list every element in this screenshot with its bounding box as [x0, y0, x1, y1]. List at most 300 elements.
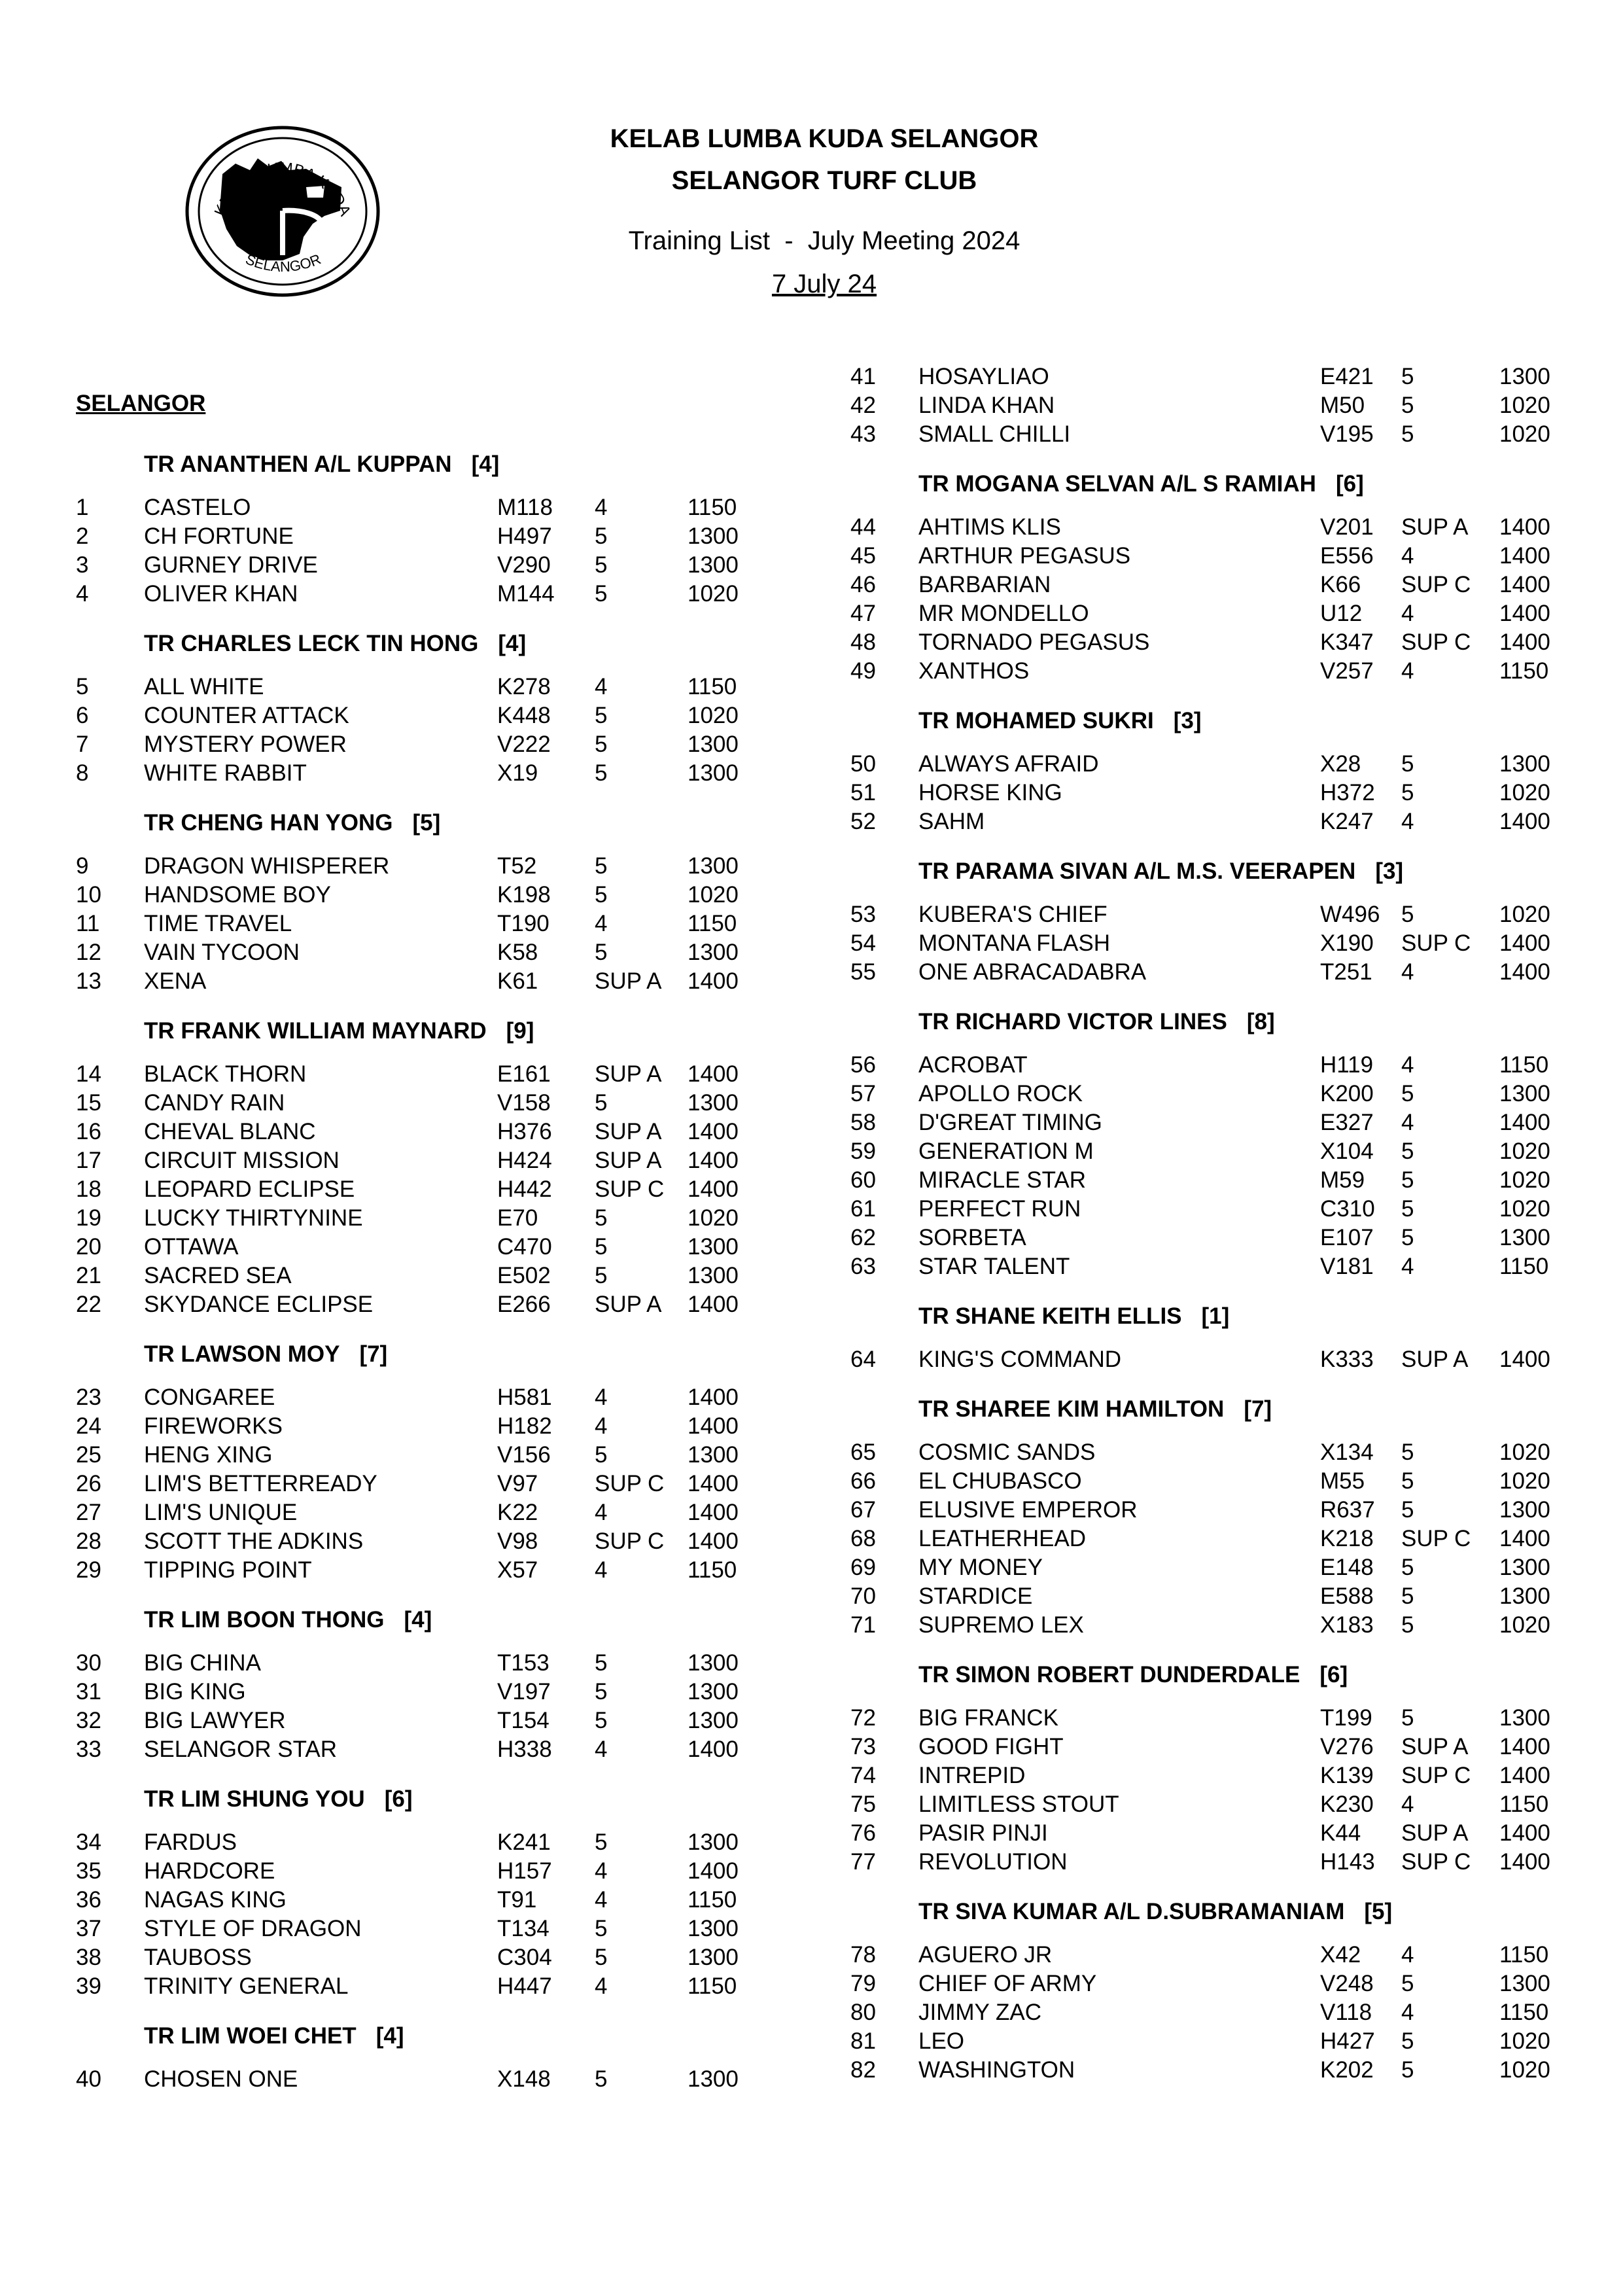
horse-row: [850, 1849, 1570, 1878]
horse-distance: 1300: [688, 940, 739, 965]
horse-class: 5: [595, 1829, 608, 1855]
horse-name: XENA: [144, 968, 207, 994]
horse-class: 5: [1401, 1196, 1414, 1222]
horse-name: AHTIMS KLIS: [918, 514, 1061, 540]
horse-distance: 1300: [688, 853, 739, 879]
horse-distance: 1150: [1499, 658, 1549, 684]
horse-distance: 1400: [688, 1858, 739, 1884]
trainer-name: TR LAWSON MOY: [144, 1341, 340, 1367]
horse-name: FARDUS: [144, 1829, 237, 1855]
horse-name: MONTANA FLASH: [918, 930, 1111, 956]
horse-class: SUP C: [1401, 1526, 1471, 1551]
horse-name: COUNTER ATTACK: [144, 703, 349, 728]
horse-row: [76, 581, 795, 610]
horse-class: SUP A: [1401, 1820, 1469, 1846]
horse-number: 6: [76, 703, 89, 728]
horse-row: [76, 674, 795, 703]
horse-distance: 1400: [1499, 514, 1550, 540]
trainer-name: TR MOHAMED SUKRI: [918, 708, 1154, 733]
horse-row: [850, 1792, 1570, 1820]
horse-number: 26: [76, 1471, 101, 1496]
horse-code: E266: [497, 1292, 551, 1317]
horse-row: [76, 1090, 795, 1119]
horse-name: INTREPID: [918, 1763, 1026, 1788]
trainer-horse-count: [8]: [1246, 1009, 1275, 1034]
horse-code: W496: [1320, 902, 1380, 927]
trainer-heading: [918, 1303, 1229, 1330]
trainer-horse-count: [9]: [506, 1018, 534, 1044]
horse-code: X183: [1320, 1612, 1374, 1638]
horse-distance: 1020: [1499, 393, 1550, 418]
horse-distance: 1400: [688, 1471, 739, 1496]
horse-row: [76, 552, 795, 581]
horse-row: [850, 543, 1570, 572]
trainer-heading: [918, 1662, 1348, 1688]
horse-number: 23: [76, 1385, 101, 1410]
horse-number: 71: [850, 1612, 876, 1638]
horse-number: 7: [76, 732, 89, 757]
trainer-horse-count: [3]: [1375, 858, 1404, 884]
horse-number: 18: [76, 1176, 101, 1202]
horse-class: 4: [595, 1500, 608, 1525]
horse-number: 46: [850, 572, 876, 597]
horse-name: TIPPING POINT: [144, 1557, 312, 1583]
horse-row: [76, 1205, 795, 1234]
horse-number: 58: [850, 1110, 876, 1135]
horse-number: 61: [850, 1196, 876, 1222]
horse-class: 5: [1401, 2057, 1414, 2083]
horse-name: MYSTERY POWER: [144, 732, 347, 757]
horse-name: AGUERO JR: [918, 1942, 1053, 1968]
horse-class: 4: [1401, 809, 1414, 834]
horse-distance: 1300: [1499, 1225, 1550, 1250]
horse-row: [850, 930, 1570, 959]
horse-number: 28: [76, 1528, 101, 1554]
horse-number: 74: [850, 1763, 876, 1788]
horse-distance: 1400: [1499, 629, 1550, 655]
trainer-heading: [144, 451, 499, 478]
horse-row: [850, 1942, 1570, 1971]
horse-row: [76, 760, 795, 789]
horse-class: 5: [595, 1205, 608, 1231]
horse-class: 5: [595, 1263, 608, 1288]
horse-class: 5: [595, 1442, 608, 1468]
horse-distance: 1400: [1499, 1763, 1550, 1788]
horse-number: 57: [850, 1081, 876, 1106]
horse-row: [76, 1557, 795, 1586]
horse-class: SUP A: [595, 968, 662, 994]
horse-code: X134: [1320, 1439, 1374, 1465]
horse-number: 51: [850, 780, 876, 805]
horse-name: XANTHOS: [918, 658, 1030, 684]
horse-class: 5: [1401, 1705, 1414, 1731]
horse-code: E421: [1320, 364, 1374, 389]
horse-name: TRINITY GENERAL: [144, 1973, 349, 1999]
horse-row: [76, 1945, 795, 1973]
trainer-horse-count: [6]: [1319, 1662, 1348, 1687]
horse-name: MIRACLE STAR: [918, 1167, 1087, 1193]
horse-name: SELANGOR STAR: [144, 1737, 337, 1762]
trainer-horse-count: [3]: [1173, 708, 1202, 733]
horse-code: X148: [497, 2066, 551, 2092]
horse-class: 4: [595, 1973, 608, 1999]
trainer-heading: [918, 1009, 1275, 1035]
horse-name: PERFECT RUN: [918, 1196, 1081, 1222]
horse-number: 35: [76, 1858, 101, 1884]
trainer-heading: [144, 2023, 404, 2049]
horse-name: SORBETA: [918, 1225, 1026, 1250]
trainer-horse-count: [1]: [1201, 1303, 1230, 1329]
horse-number: 68: [850, 1526, 876, 1551]
horse-class: 4: [595, 674, 608, 699]
horse-number: 66: [850, 1468, 876, 1494]
horse-class: 4: [595, 1413, 608, 1439]
horse-row: [850, 809, 1570, 838]
horse-class: 5: [1401, 1971, 1414, 1996]
horse-code: H372: [1320, 780, 1375, 805]
horse-name: DRAGON WHISPERER: [144, 853, 390, 879]
horse-row: [850, 1583, 1570, 1612]
trainer-heading: [918, 1396, 1272, 1422]
horse-row: [76, 1119, 795, 1148]
horse-class: 4: [1401, 2000, 1414, 2025]
horse-distance: 1400: [1499, 1526, 1550, 1551]
horse-number: 50: [850, 751, 876, 777]
horse-number: 12: [76, 940, 101, 965]
horse-class: 4: [1401, 543, 1414, 569]
logo-top-text: KELAB LUMBA KUDA: [211, 159, 355, 219]
horse-code: X28: [1320, 751, 1361, 777]
horse-number: 47: [850, 601, 876, 626]
horse-number: 39: [76, 1973, 101, 1999]
horse-distance: 1300: [688, 732, 739, 757]
horse-name: OLIVER KHAN: [144, 581, 298, 607]
horse-row: [76, 1887, 795, 1916]
horse-row: [76, 968, 795, 997]
horse-number: 10: [76, 882, 101, 908]
horse-number: 78: [850, 1942, 876, 1968]
horse-number: 72: [850, 1705, 876, 1731]
horse-number: 13: [76, 968, 101, 994]
horse-code: H427: [1320, 2028, 1375, 2054]
horse-code: V98: [497, 1528, 538, 1554]
horse-number: 2: [76, 523, 89, 549]
horse-class: 5: [595, 1916, 608, 1941]
horse-name: GENERATION M: [918, 1139, 1094, 1164]
horse-name: STARDICE: [918, 1583, 1033, 1609]
horse-distance: 1020: [1499, 421, 1550, 447]
horse-name: CONGAREE: [144, 1385, 275, 1410]
horse-name: PASIR PINJI: [918, 1820, 1048, 1846]
horse-row: [850, 751, 1570, 780]
horse-class: 5: [595, 940, 608, 965]
horse-name: CHOSEN ONE: [144, 2066, 298, 2092]
trainer-heading: [144, 1786, 412, 1812]
horse-name: CHIEF OF ARMY: [918, 1971, 1097, 1996]
horse-distance: 1300: [688, 1090, 739, 1116]
horse-code: H581: [497, 1385, 552, 1410]
horse-number: 32: [76, 1708, 101, 1733]
horse-class: 5: [595, 1945, 608, 1970]
horse-code: R637: [1320, 1497, 1375, 1523]
horse-distance: 1400: [1499, 1820, 1550, 1846]
trainer-heading: [918, 708, 1202, 734]
horse-distance: 1020: [1499, 1196, 1550, 1222]
horse-class: 4: [1401, 1110, 1414, 1135]
horse-code: M118: [497, 495, 553, 520]
horse-row: [850, 1439, 1570, 1468]
horse-row: [850, 393, 1570, 421]
horse-code: X19: [497, 760, 538, 786]
horse-number: 79: [850, 1971, 876, 1996]
horse-code: H442: [497, 1176, 552, 1202]
horse-name: HANDSOME BOY: [144, 882, 331, 908]
horse-number: 41: [850, 364, 876, 389]
horse-code: T52: [497, 853, 537, 879]
horse-distance: 1300: [688, 1650, 739, 1676]
horse-row: [850, 658, 1570, 687]
trainer-name: TR SIVA KUMAR A/L D.SUBRAMANIAM: [918, 1899, 1345, 1924]
horse-distance: 1400: [688, 1292, 739, 1317]
horse-class: 5: [1401, 1497, 1414, 1523]
horse-name: HENG XING: [144, 1442, 273, 1468]
horse-class: SUP A: [1401, 514, 1469, 540]
horse-name: LEATHERHEAD: [918, 1526, 1087, 1551]
horse-distance: 1020: [1499, 1139, 1550, 1164]
horse-code: C310: [1320, 1196, 1375, 1222]
horse-row: [76, 1858, 795, 1887]
horse-class: 5: [1401, 1439, 1414, 1465]
horse-distance: 1150: [688, 674, 737, 699]
horse-name: STYLE OF DRAGON: [144, 1916, 362, 1941]
horse-distance: 1400: [688, 1119, 739, 1144]
trainer-horse-count: [4]: [404, 1607, 432, 1633]
horse-distance: 1150: [688, 911, 737, 936]
trainer-horse-count: [4]: [471, 451, 500, 477]
horse-distance: 1400: [1499, 1849, 1550, 1875]
trainer-name: TR CHENG HAN YONG: [144, 810, 393, 836]
horse-code: V222: [497, 732, 551, 757]
horse-name: CIRCUIT MISSION: [144, 1148, 340, 1173]
horse-row: [76, 1385, 795, 1413]
trainer-name: TR FRANK WILLIAM MAYNARD: [144, 1018, 487, 1044]
horse-class: 4: [1401, 1254, 1414, 1279]
horse-code: H447: [497, 1973, 552, 1999]
horse-name: BIG LAWYER: [144, 1708, 286, 1733]
horse-code: K61: [497, 968, 538, 994]
horse-code: V197: [497, 1679, 551, 1704]
horse-row: [76, 1708, 795, 1737]
horse-number: 34: [76, 1829, 101, 1855]
horse-row: [850, 2028, 1570, 2057]
horse-row: [76, 911, 795, 940]
horse-code: E327: [1320, 1110, 1374, 1135]
horse-number: 21: [76, 1263, 101, 1288]
horse-name: GOOD FIGHT: [918, 1734, 1064, 1759]
horse-distance: 1400: [688, 1385, 739, 1410]
horse-class: 5: [595, 2066, 608, 2092]
horse-number: 9: [76, 853, 89, 879]
horse-code: X42: [1320, 1942, 1361, 1968]
horse-row: [850, 1497, 1570, 1526]
horse-code: H424: [497, 1148, 552, 1173]
horse-code: T154: [497, 1708, 550, 1733]
horse-code: V290: [497, 552, 551, 578]
horse-number: 63: [850, 1254, 876, 1279]
horse-number: 25: [76, 1442, 101, 1468]
horse-name: HOSAYLIAO: [918, 364, 1049, 389]
horse-number: 31: [76, 1679, 101, 1704]
trainer-horse-count: [5]: [412, 810, 441, 836]
horse-number: 30: [76, 1650, 101, 1676]
horse-name: BIG FRANCK: [918, 1705, 1058, 1731]
horse-row: [850, 629, 1570, 658]
horse-class: 4: [595, 1385, 608, 1410]
horse-code: V195: [1320, 421, 1374, 447]
horse-name: LIMITLESS STOUT: [918, 1792, 1119, 1817]
horse-number: 38: [76, 1945, 101, 1970]
horse-class: SUP C: [1401, 1763, 1471, 1788]
horse-row: [76, 1176, 795, 1205]
horse-row: [850, 1612, 1570, 1641]
horse-name: SKYDANCE ECLIPSE: [144, 1292, 374, 1317]
horse-code: T153: [497, 1650, 550, 1676]
horse-row: [76, 940, 795, 968]
horse-class: 5: [1401, 421, 1414, 447]
horse-class: 5: [595, 1090, 608, 1116]
horse-class: SUP A: [595, 1148, 662, 1173]
horse-name: KING'S COMMAND: [918, 1347, 1122, 1372]
horse-number: 70: [850, 1583, 876, 1609]
horse-number: 45: [850, 543, 876, 569]
horse-name: COSMIC SANDS: [918, 1439, 1096, 1465]
horse-row: [76, 1916, 795, 1945]
horse-number: 80: [850, 2000, 876, 2025]
horse-row: [850, 421, 1570, 450]
horse-row: [76, 732, 795, 760]
horse-code: K44: [1320, 1820, 1361, 1846]
horse-class: SUP A: [595, 1292, 662, 1317]
horse-code: V118: [1320, 2000, 1372, 2025]
horse-distance: 1400: [688, 1737, 739, 1762]
horse-row: [76, 1442, 795, 1471]
horse-code: K241: [497, 1829, 551, 1855]
horse-name: JIMMY ZAC: [918, 2000, 1041, 2025]
trainer-name: TR ANANTHEN A/L KUPPAN: [144, 451, 452, 477]
horse-row: [850, 1763, 1570, 1792]
horse-code: E161: [497, 1061, 551, 1087]
horse-number: 55: [850, 959, 876, 985]
horse-distance: 1400: [688, 1500, 739, 1525]
horse-class: 5: [1401, 364, 1414, 389]
horse-class: 5: [595, 1679, 608, 1704]
trainer-name: TR MOGANA SELVAN A/L S RAMIAH: [918, 471, 1316, 497]
horse-distance: 1150: [1499, 1792, 1549, 1817]
trainer-name: TR LIM BOON THONG: [144, 1607, 385, 1633]
horse-name: MR MONDELLO: [918, 601, 1089, 626]
horse-distance: 1150: [1499, 1052, 1549, 1078]
trainer-horse-count: [4]: [375, 2023, 404, 2049]
trainer-name: TR PARAMA SIVAN A/L M.S. VEERAPEN: [918, 858, 1356, 884]
horse-row: [76, 1829, 795, 1858]
horse-code: M59: [1320, 1167, 1365, 1193]
horse-row: [76, 1737, 795, 1765]
region-heading: SELANGOR: [76, 391, 206, 416]
horse-number: 44: [850, 514, 876, 540]
horse-class: 5: [595, 1234, 608, 1260]
horse-code: M55: [1320, 1468, 1365, 1494]
horse-distance: 1020: [1499, 1468, 1550, 1494]
horse-distance: 1300: [688, 552, 739, 578]
horse-number: 3: [76, 552, 89, 578]
horse-row: [76, 853, 795, 882]
horse-distance: 1300: [1499, 1705, 1550, 1731]
horse-row: [850, 1347, 1570, 1375]
horse-row: [850, 2057, 1570, 2086]
horse-row: [850, 1167, 1570, 1196]
horse-row: [76, 1650, 795, 1679]
horse-distance: 1400: [1499, 930, 1550, 956]
horse-distance: 1300: [1499, 1081, 1550, 1106]
horse-name: ELUSIVE EMPEROR: [918, 1497, 1138, 1523]
horse-distance: 1020: [688, 581, 739, 607]
horse-row: [850, 2000, 1570, 2028]
horse-class: 5: [1401, 780, 1414, 805]
horse-class: 4: [595, 495, 608, 520]
horse-row: [76, 1061, 795, 1090]
horse-code: H182: [497, 1413, 552, 1439]
horse-code: E107: [1320, 1225, 1374, 1250]
horse-class: 5: [595, 552, 608, 578]
horse-row: [850, 902, 1570, 930]
horse-number: 19: [76, 1205, 101, 1231]
horse-code: H376: [497, 1119, 552, 1144]
trainer-name: TR LIM SHUNG YOU: [144, 1786, 365, 1812]
horse-distance: 1020: [1499, 902, 1550, 927]
horse-class: SUP C: [1401, 1849, 1471, 1875]
horse-number: 42: [850, 393, 876, 418]
horse-code: K218: [1320, 1526, 1374, 1551]
horse-name: WASHINGTON: [918, 2057, 1075, 2083]
horse-name: GURNEY DRIVE: [144, 552, 318, 578]
horse-number: 76: [850, 1820, 876, 1846]
horse-distance: 1300: [1499, 1971, 1550, 1996]
horse-class: 5: [595, 882, 608, 908]
horse-name: VAIN TYCOON: [144, 940, 300, 965]
horse-code: U12: [1320, 601, 1363, 626]
horse-code: T190: [497, 911, 550, 936]
horse-number: 37: [76, 1916, 101, 1941]
horse-class: 5: [1401, 1583, 1414, 1609]
horse-name: APOLLO ROCK: [918, 1081, 1083, 1106]
trainer-horse-count: [6]: [1335, 471, 1364, 497]
horse-number: 69: [850, 1555, 876, 1580]
horse-row: [76, 1234, 795, 1263]
horse-name: ALWAYS AFRAID: [918, 751, 1099, 777]
horse-distance: 1020: [1499, 780, 1550, 805]
horse-name: SCOTT THE ADKINS: [144, 1528, 364, 1554]
horse-name: NAGAS KING: [144, 1887, 287, 1913]
horse-name: LUCKY THIRTYNINE: [144, 1205, 363, 1231]
horse-distance: 1300: [688, 523, 739, 549]
horse-row: [76, 882, 795, 911]
horse-name: WHITE RABBIT: [144, 760, 307, 786]
horse-class: 5: [595, 1708, 608, 1733]
horse-code: T91: [497, 1887, 537, 1913]
horse-name: LIM'S UNIQUE: [144, 1500, 298, 1525]
horse-number: 14: [76, 1061, 101, 1087]
horse-number: 54: [850, 930, 876, 956]
